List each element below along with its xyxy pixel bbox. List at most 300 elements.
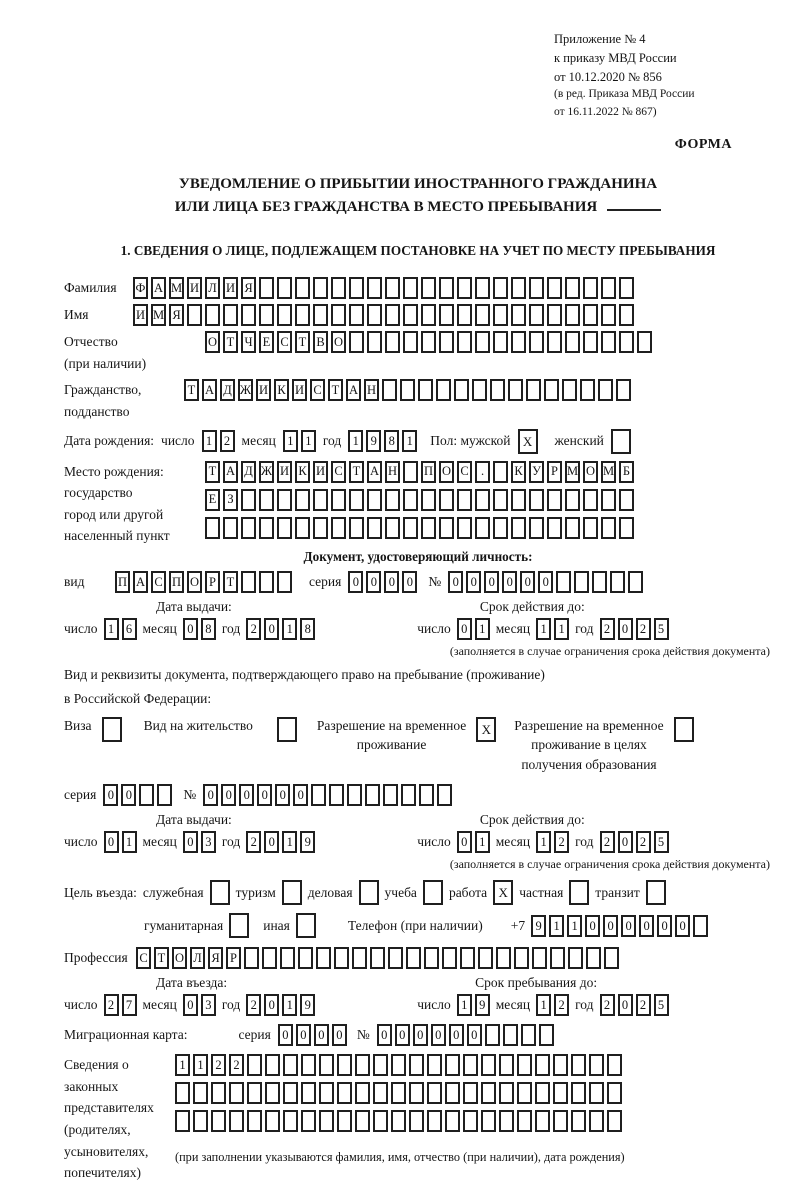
char-cell[interactable]: И	[277, 461, 292, 483]
char-cell[interactable]: Е	[205, 489, 220, 511]
char-cell[interactable]	[571, 1054, 586, 1076]
char-cell[interactable]	[349, 304, 364, 326]
char-cell[interactable]: Ч	[241, 331, 256, 353]
char-cell[interactable]: Б	[619, 461, 634, 483]
char-cell[interactable]: А	[367, 461, 382, 483]
char-cell[interactable]: 1	[475, 831, 490, 853]
char-cell[interactable]	[436, 379, 451, 401]
char-cell[interactable]	[547, 304, 562, 326]
char-cell[interactable]: А	[202, 379, 217, 401]
char-cell[interactable]	[385, 489, 400, 511]
char-cell[interactable]: 1	[104, 618, 119, 640]
char-cell[interactable]	[583, 517, 598, 539]
char-cell[interactable]	[503, 1024, 518, 1046]
char-cell[interactable]: 0	[639, 915, 654, 937]
char-cell[interactable]: 0	[384, 571, 399, 593]
char-cell[interactable]	[437, 784, 452, 806]
char-cell[interactable]	[472, 379, 487, 401]
char-cell[interactable]	[421, 489, 436, 511]
char-cell[interactable]	[301, 1110, 316, 1132]
char-cell[interactable]	[265, 1054, 280, 1076]
char-cell[interactable]	[565, 331, 580, 353]
char-cell[interactable]	[569, 880, 589, 905]
char-cell[interactable]: 9	[475, 994, 490, 1016]
char-cell[interactable]	[460, 947, 475, 969]
char-cell[interactable]	[421, 304, 436, 326]
mig-number-cells[interactable]	[377, 1024, 554, 1046]
char-cell[interactable]: Н	[364, 379, 379, 401]
char-cell[interactable]	[589, 1054, 604, 1076]
char-cell[interactable]	[499, 1054, 514, 1076]
char-cell[interactable]	[282, 880, 302, 905]
char-cell[interactable]: 2	[600, 618, 615, 640]
char-cell[interactable]: 2	[554, 831, 569, 853]
char-cell[interactable]: Т	[154, 947, 169, 969]
char-cell[interactable]: И	[313, 461, 328, 483]
phone-cells[interactable]	[531, 915, 708, 937]
char-cell[interactable]	[619, 489, 634, 511]
char-cell[interactable]	[493, 277, 508, 299]
char-cell[interactable]	[403, 331, 418, 353]
char-cell[interactable]	[427, 1054, 442, 1076]
entry-year-cells[interactable]	[246, 994, 315, 1016]
char-cell[interactable]	[571, 1110, 586, 1132]
char-cell[interactable]	[385, 277, 400, 299]
profession-cells[interactable]	[136, 947, 619, 969]
char-cell[interactable]	[391, 1054, 406, 1076]
official-checkbox[interactable]	[210, 880, 230, 905]
char-cell[interactable]	[403, 277, 418, 299]
char-cell[interactable]	[547, 331, 562, 353]
char-cell[interactable]: 0	[621, 915, 636, 937]
char-cell[interactable]	[277, 717, 297, 742]
char-cell[interactable]: 1	[122, 831, 137, 853]
char-cell[interactable]	[457, 489, 472, 511]
char-cell[interactable]: М	[601, 461, 616, 483]
char-cell[interactable]	[331, 517, 346, 539]
male-checkbox[interactable]	[518, 429, 538, 454]
char-cell[interactable]	[409, 1054, 424, 1076]
char-cell[interactable]	[316, 947, 331, 969]
char-cell[interactable]: 1	[282, 831, 297, 853]
char-cell[interactable]	[265, 1082, 280, 1104]
char-cell[interactable]	[610, 571, 625, 593]
stay-day-cells[interactable]	[457, 994, 490, 1016]
char-cell[interactable]	[331, 304, 346, 326]
char-cell[interactable]	[445, 1054, 460, 1076]
char-cell[interactable]: С	[277, 331, 292, 353]
char-cell[interactable]	[611, 429, 631, 454]
char-cell[interactable]	[535, 1054, 550, 1076]
res-issue-year-cells[interactable]	[246, 831, 315, 853]
char-cell[interactable]: 2	[600, 994, 615, 1016]
char-cell[interactable]: С	[310, 379, 325, 401]
id-valid-month-cells[interactable]	[536, 618, 569, 640]
char-cell[interactable]	[367, 277, 382, 299]
char-cell[interactable]	[283, 1082, 298, 1104]
tourism-checkbox[interactable]	[282, 880, 302, 905]
char-cell[interactable]: 2	[636, 831, 651, 853]
char-cell[interactable]: 0	[264, 618, 279, 640]
residence-permit-checkbox[interactable]	[277, 717, 297, 742]
char-cell[interactable]	[427, 1082, 442, 1104]
char-cell[interactable]: Я	[169, 304, 184, 326]
char-cell[interactable]	[529, 489, 544, 511]
char-cell[interactable]	[277, 517, 292, 539]
char-cell[interactable]	[349, 277, 364, 299]
char-cell[interactable]: 0	[466, 571, 481, 593]
char-cell[interactable]: 0	[264, 831, 279, 853]
char-cell[interactable]: Д	[220, 379, 235, 401]
char-cell[interactable]	[445, 1110, 460, 1132]
char-cell[interactable]: О	[187, 571, 202, 593]
char-cell[interactable]	[592, 571, 607, 593]
legal-reps-cells-row3[interactable]	[175, 1110, 625, 1132]
char-cell[interactable]	[553, 1082, 568, 1104]
humanitarian-checkbox[interactable]	[229, 913, 249, 938]
char-cell[interactable]: 1	[567, 915, 582, 937]
char-cell[interactable]	[418, 379, 433, 401]
char-cell[interactable]: И	[292, 379, 307, 401]
char-cell[interactable]	[391, 1110, 406, 1132]
char-cell[interactable]	[693, 915, 708, 937]
char-cell[interactable]	[400, 379, 415, 401]
legal-reps-cells-row2[interactable]	[175, 1082, 625, 1104]
char-cell[interactable]	[277, 489, 292, 511]
char-cell[interactable]: Н	[385, 461, 400, 483]
char-cell[interactable]: З	[223, 489, 238, 511]
char-cell[interactable]: А	[151, 277, 166, 299]
char-cell[interactable]: 0	[103, 784, 118, 806]
char-cell[interactable]: Я	[241, 277, 256, 299]
char-cell[interactable]	[511, 489, 526, 511]
id-issue-month-cells[interactable]	[183, 618, 216, 640]
char-cell[interactable]	[403, 517, 418, 539]
char-cell[interactable]: 0	[121, 784, 136, 806]
char-cell[interactable]	[475, 277, 490, 299]
char-cell[interactable]: 0	[332, 1024, 347, 1046]
char-cell[interactable]	[283, 1054, 298, 1076]
char-cell[interactable]	[355, 1110, 370, 1132]
char-cell[interactable]: 0	[395, 1024, 410, 1046]
char-cell[interactable]	[583, 331, 598, 353]
doc-series-cells[interactable]	[348, 571, 417, 593]
char-cell[interactable]: 2	[104, 994, 119, 1016]
char-cell[interactable]	[259, 489, 274, 511]
char-cell[interactable]	[463, 1110, 478, 1132]
char-cell[interactable]: 0	[675, 915, 690, 937]
char-cell[interactable]	[439, 489, 454, 511]
char-cell[interactable]	[565, 304, 580, 326]
char-cell[interactable]: 0	[520, 571, 535, 593]
char-cell[interactable]: 1	[457, 994, 472, 1016]
char-cell[interactable]	[337, 1110, 352, 1132]
char-cell[interactable]	[205, 304, 220, 326]
char-cell[interactable]	[439, 304, 454, 326]
char-cell[interactable]: У	[529, 461, 544, 483]
char-cell[interactable]	[385, 304, 400, 326]
char-cell[interactable]	[259, 304, 274, 326]
char-cell[interactable]	[367, 331, 382, 353]
char-cell[interactable]	[187, 304, 202, 326]
char-cell[interactable]	[601, 304, 616, 326]
char-cell[interactable]	[223, 304, 238, 326]
char-cell[interactable]	[457, 304, 472, 326]
char-cell[interactable]: 3	[201, 831, 216, 853]
char-cell[interactable]: Ж	[259, 461, 274, 483]
char-cell[interactable]: 1	[301, 430, 316, 452]
char-cell[interactable]	[493, 304, 508, 326]
char-cell[interactable]: 9	[300, 831, 315, 853]
char-cell[interactable]	[601, 517, 616, 539]
char-cell[interactable]: 5	[654, 618, 669, 640]
char-cell[interactable]: П	[115, 571, 130, 593]
birth-month-cells[interactable]	[283, 430, 316, 452]
char-cell[interactable]	[601, 489, 616, 511]
char-cell[interactable]	[556, 571, 571, 593]
char-cell[interactable]	[349, 331, 364, 353]
char-cell[interactable]	[241, 517, 256, 539]
char-cell[interactable]: И	[133, 304, 148, 326]
stay-year-cells[interactable]	[600, 994, 669, 1016]
char-cell[interactable]	[619, 331, 634, 353]
char-cell[interactable]	[229, 913, 249, 938]
char-cell[interactable]: В	[313, 331, 328, 353]
char-cell[interactable]: 0	[402, 571, 417, 593]
entry-day-cells[interactable]	[104, 994, 137, 1016]
char-cell[interactable]	[565, 517, 580, 539]
char-cell[interactable]	[457, 517, 472, 539]
char-cell[interactable]	[457, 277, 472, 299]
char-cell[interactable]	[586, 947, 601, 969]
char-cell[interactable]	[421, 517, 436, 539]
id-valid-year-cells[interactable]	[600, 618, 669, 640]
char-cell[interactable]	[265, 1110, 280, 1132]
char-cell[interactable]: 1	[175, 1054, 190, 1076]
char-cell[interactable]: 0	[377, 1024, 392, 1046]
char-cell[interactable]: Р	[547, 461, 562, 483]
char-cell[interactable]: 0	[348, 571, 363, 593]
res-issue-day-cells[interactable]	[104, 831, 137, 853]
char-cell[interactable]: С	[151, 571, 166, 593]
char-cell[interactable]	[331, 489, 346, 511]
char-cell[interactable]: 0	[257, 784, 272, 806]
char-cell[interactable]	[475, 517, 490, 539]
work-checkbox[interactable]	[493, 880, 513, 905]
char-cell[interactable]	[241, 489, 256, 511]
char-cell[interactable]: 0	[314, 1024, 329, 1046]
char-cell[interactable]	[485, 1024, 500, 1046]
char-cell[interactable]	[421, 277, 436, 299]
char-cell[interactable]: 3	[201, 994, 216, 1016]
char-cell[interactable]: 0	[657, 915, 672, 937]
char-cell[interactable]: X	[518, 429, 538, 454]
char-cell[interactable]: 9	[531, 915, 546, 937]
char-cell[interactable]	[388, 947, 403, 969]
char-cell[interactable]	[175, 1082, 190, 1104]
char-cell[interactable]	[475, 489, 490, 511]
char-cell[interactable]	[481, 1054, 496, 1076]
char-cell[interactable]	[598, 379, 613, 401]
char-cell[interactable]: Р	[226, 947, 241, 969]
char-cell[interactable]: 0	[457, 831, 472, 853]
char-cell[interactable]	[490, 379, 505, 401]
char-cell[interactable]	[295, 517, 310, 539]
char-cell[interactable]	[529, 304, 544, 326]
char-cell[interactable]: М	[565, 461, 580, 483]
surname-cells[interactable]	[133, 277, 634, 299]
res-valid-day-cells[interactable]	[457, 831, 490, 853]
char-cell[interactable]: О	[439, 461, 454, 483]
char-cell[interactable]	[550, 947, 565, 969]
char-cell[interactable]	[295, 277, 310, 299]
char-cell[interactable]: 0	[502, 571, 517, 593]
char-cell[interactable]: 6	[122, 618, 137, 640]
char-cell[interactable]	[457, 331, 472, 353]
id-valid-day-cells[interactable]	[457, 618, 490, 640]
char-cell[interactable]	[565, 277, 580, 299]
char-cell[interactable]	[454, 379, 469, 401]
char-cell[interactable]	[521, 1024, 536, 1046]
char-cell[interactable]: 2	[246, 831, 261, 853]
char-cell[interactable]: X	[476, 717, 496, 742]
char-cell[interactable]	[259, 517, 274, 539]
char-cell[interactable]: 0	[449, 1024, 464, 1046]
char-cell[interactable]: 2	[600, 831, 615, 853]
char-cell[interactable]	[193, 1110, 208, 1132]
char-cell[interactable]	[223, 517, 238, 539]
char-cell[interactable]	[478, 947, 493, 969]
char-cell[interactable]	[277, 304, 292, 326]
char-cell[interactable]: 8	[201, 618, 216, 640]
char-cell[interactable]: 0	[275, 784, 290, 806]
char-cell[interactable]	[529, 517, 544, 539]
char-cell[interactable]: 2	[220, 430, 235, 452]
char-cell[interactable]: 0	[278, 1024, 293, 1046]
char-cell[interactable]	[296, 913, 316, 938]
char-cell[interactable]	[409, 1110, 424, 1132]
char-cell[interactable]: И	[223, 277, 238, 299]
char-cell[interactable]	[367, 517, 382, 539]
char-cell[interactable]: Т	[328, 379, 343, 401]
char-cell[interactable]: 1	[202, 430, 217, 452]
given-name-cells[interactable]	[133, 304, 634, 326]
char-cell[interactable]	[511, 277, 526, 299]
res-valid-year-cells[interactable]	[600, 831, 669, 853]
char-cell[interactable]	[419, 784, 434, 806]
char-cell[interactable]: 0	[585, 915, 600, 937]
char-cell[interactable]	[544, 379, 559, 401]
char-cell[interactable]	[157, 784, 172, 806]
char-cell[interactable]	[403, 461, 418, 483]
char-cell[interactable]	[616, 379, 631, 401]
char-cell[interactable]	[607, 1054, 622, 1076]
char-cell[interactable]: Д	[241, 461, 256, 483]
char-cell[interactable]	[547, 277, 562, 299]
char-cell[interactable]: 0	[221, 784, 236, 806]
char-cell[interactable]	[535, 1082, 550, 1104]
legal-reps-cells-row1[interactable]	[175, 1054, 625, 1076]
char-cell[interactable]: Т	[295, 331, 310, 353]
char-cell[interactable]	[511, 331, 526, 353]
char-cell[interactable]	[511, 304, 526, 326]
char-cell[interactable]: Т	[349, 461, 364, 483]
stay-month-cells[interactable]	[536, 994, 569, 1016]
char-cell[interactable]	[311, 784, 326, 806]
birth-place-cells-row1[interactable]	[205, 461, 634, 483]
char-cell[interactable]	[365, 784, 380, 806]
char-cell[interactable]: 8	[384, 430, 399, 452]
char-cell[interactable]	[607, 1082, 622, 1104]
char-cell[interactable]	[247, 1110, 262, 1132]
citizenship-cells[interactable]	[184, 379, 631, 401]
char-cell[interactable]	[373, 1082, 388, 1104]
char-cell[interactable]	[337, 1054, 352, 1076]
char-cell[interactable]: 1	[536, 831, 551, 853]
temp-permit-edu-checkbox[interactable]	[674, 717, 694, 742]
char-cell[interactable]	[277, 277, 292, 299]
char-cell[interactable]: Л	[190, 947, 205, 969]
char-cell[interactable]	[529, 277, 544, 299]
char-cell[interactable]	[499, 1082, 514, 1104]
other-checkbox[interactable]	[296, 913, 316, 938]
char-cell[interactable]	[403, 489, 418, 511]
mig-series-cells[interactable]	[278, 1024, 347, 1046]
char-cell[interactable]: 0	[538, 571, 553, 593]
char-cell[interactable]	[391, 1082, 406, 1104]
char-cell[interactable]: 0	[457, 618, 472, 640]
char-cell[interactable]	[337, 1082, 352, 1104]
char-cell[interactable]: 1	[475, 618, 490, 640]
birth-day-cells[interactable]	[202, 430, 235, 452]
char-cell[interactable]: О	[205, 331, 220, 353]
char-cell[interactable]: К	[511, 461, 526, 483]
char-cell[interactable]	[526, 379, 541, 401]
char-cell[interactable]: .	[475, 461, 490, 483]
char-cell[interactable]: 2	[554, 994, 569, 1016]
char-cell[interactable]	[589, 1110, 604, 1132]
char-cell[interactable]	[424, 947, 439, 969]
birth-place-cells-row2[interactable]	[205, 489, 634, 511]
char-cell[interactable]	[301, 1082, 316, 1104]
char-cell[interactable]: 0	[183, 618, 198, 640]
char-cell[interactable]	[313, 304, 328, 326]
char-cell[interactable]: И	[187, 277, 202, 299]
char-cell[interactable]: А	[223, 461, 238, 483]
char-cell[interactable]	[241, 304, 256, 326]
char-cell[interactable]: А	[133, 571, 148, 593]
char-cell[interactable]	[568, 947, 583, 969]
char-cell[interactable]	[481, 1082, 496, 1104]
birth-year-cells[interactable]	[348, 430, 417, 452]
char-cell[interactable]	[334, 947, 349, 969]
char-cell[interactable]	[562, 379, 577, 401]
char-cell[interactable]	[445, 1082, 460, 1104]
char-cell[interactable]	[481, 1110, 496, 1132]
char-cell[interactable]: 0	[618, 831, 633, 853]
char-cell[interactable]	[574, 571, 589, 593]
char-cell[interactable]	[571, 1082, 586, 1104]
char-cell[interactable]: 0	[366, 571, 381, 593]
patronymic-cells[interactable]	[205, 331, 652, 353]
char-cell[interactable]: 1	[193, 1054, 208, 1076]
char-cell[interactable]: О	[331, 331, 346, 353]
char-cell[interactable]	[553, 1054, 568, 1076]
char-cell[interactable]	[331, 277, 346, 299]
char-cell[interactable]	[517, 1110, 532, 1132]
char-cell[interactable]: А	[346, 379, 361, 401]
char-cell[interactable]	[496, 947, 511, 969]
